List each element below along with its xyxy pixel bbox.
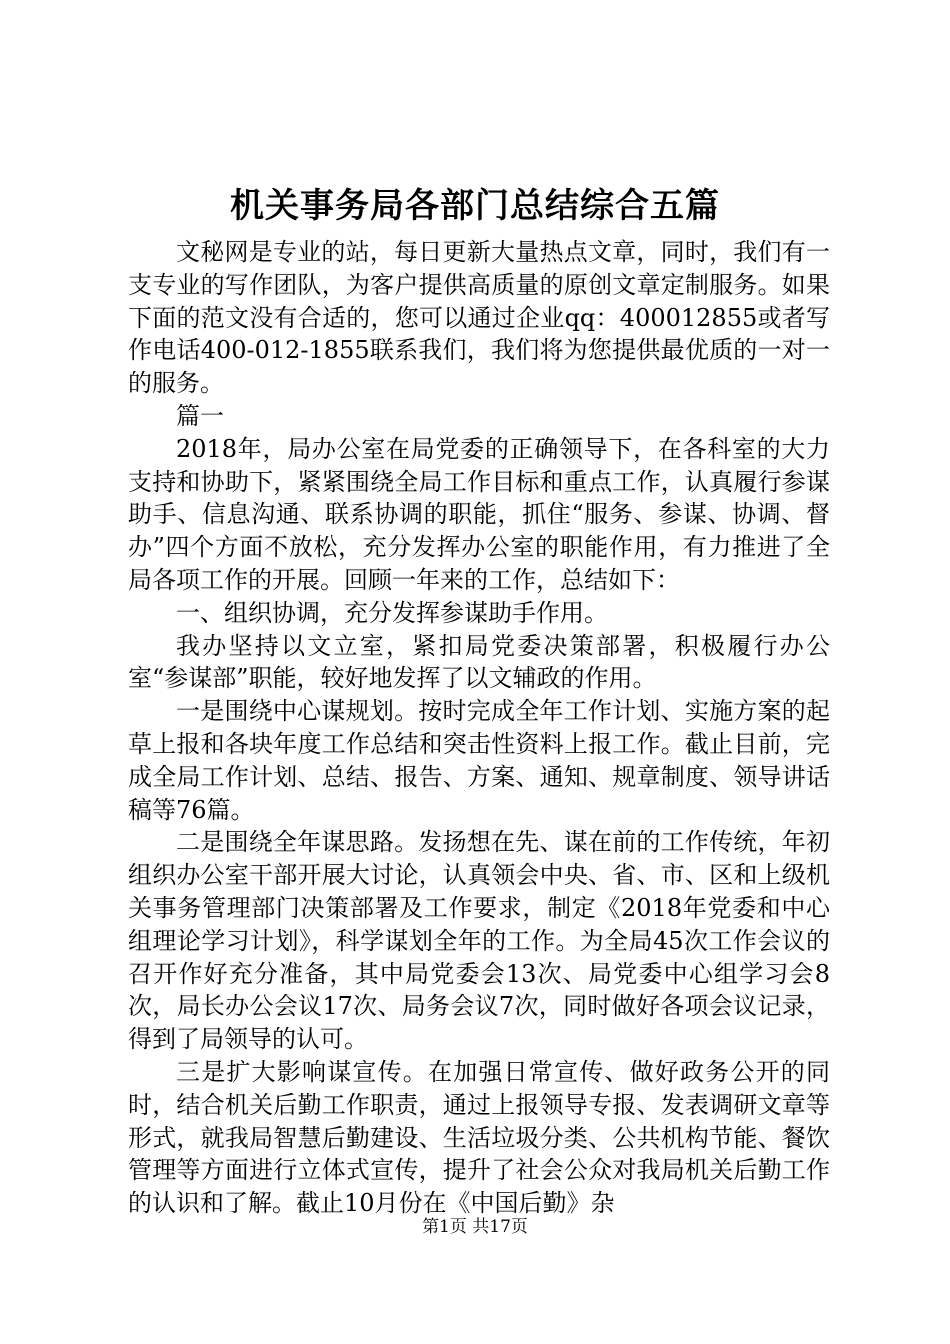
section-heading: 一、组织协调，充分发挥参谋助手作用。 <box>176 598 608 627</box>
section-label: 篇一 <box>176 401 224 430</box>
page-number: 第1页 共17页 <box>422 1217 528 1237</box>
body-paragraph: 三是扩大影响谋宣传。在加强日常宣传、做好政务公开的同时，结合机关后勤工作职责，通过上报领导专报、发表调研文章等形式，就我局智慧后勤建设、生活垃圾分类、公共机构节能、餐饮管理等方面进行立体式宣传，提升了社会公众对我局机关后勤工作的认识和了解。截止10月份在《中国后勤》杂 <box>128 1057 830 1218</box>
document-body <box>128 236 830 1220</box>
body-paragraph: 二是围绕全年谋思路。发扬想在先、谋在前的工作传统，年初组织办公室干部开展大讨论，认真领会中央、省、市、区和上级机关事务管理部门决策部署及工作要求，制定《2018年党委和中心组理论学习计划》，科学谋划全年的工作。为全局45次工作会议的召开作好充分准备，其中局党委会13次、局党委中心组学习会8次，局长办公会议17次、局务会议7次，同时做好各项会议记录，得到了局领导的认可。 <box>128 828 830 1054</box>
body-paragraph: 一是围绕中心谋规划。按时完成全年工作计划、实施方案的起草上报和各块年度工作总结和突击性资料上报工作。截止目前，完成全局工作计划、总结、报告、方案、通知、规章制度、领导讲话稿等76篇。 <box>128 697 830 824</box>
body-paragraph: 我办坚持以文立室，紧扣局党委决策部署，积极履行办公室“参谋部”职能，较好地发挥了以文辅政的作用。 <box>128 631 830 693</box>
intro-paragraph: 文秘网是专业的站，每日更新大量热点文章，同时，我们有一支专业的写作团队，为客户提供高质量的原创文章定制服务。如果下面的范文没有合适的，您可以通过企业qq：400012855或者写作电话400-012-1855联系我们，我们将为您提供最优质的一对一的服务。 <box>128 238 830 398</box>
body-paragraph: 2018年，局办公室在局党委的正确领导下，在各科室的大力支持和协助下，紧紧围绕全局工作目标和重点工作，认真履行参谋助手、信息沟通、联系协调的职能，抓住“服务、参谋、协调、督办”四个方面不放松，充分发挥办公室的职能作用，有力推进了全局各项工作的开展。回顾一年来的工作，总结如下： <box>128 434 830 594</box>
document-title: 机关事务局各部门总结综合五篇 <box>230 186 720 226</box>
